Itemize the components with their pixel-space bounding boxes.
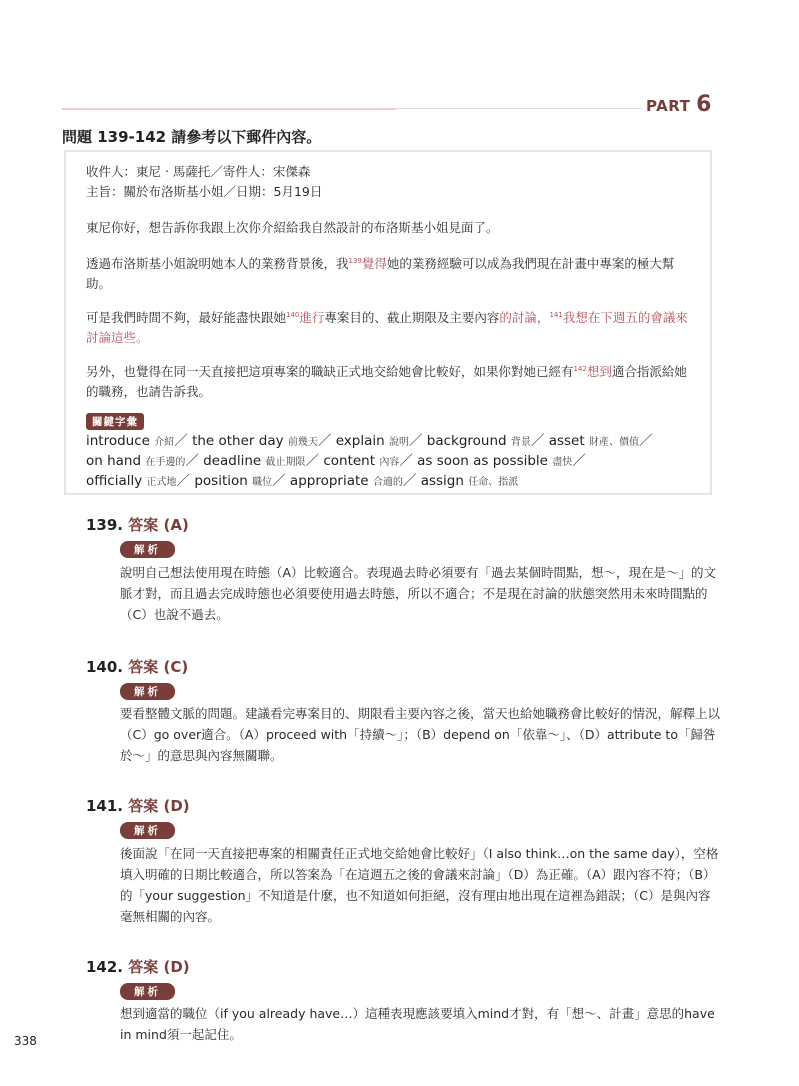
explanation-139: 說明自己想法使用現在時態（A）比較適合。表現過去時必須要有「過去某個時間點，想～，現在是～」的文脈才對，而且過去完成時態也必須要使用過去時態，所以不適合；不是現在討論的狀態突然用未來時間點的（C）也說不過去。	[120, 565, 717, 622]
vocab-item: appropriate 合適的／	[289, 473, 421, 489]
explanation-badge: 解析	[120, 541, 175, 558]
blank-142: 想到	[586, 364, 612, 379]
vocab-item: deadline 截止期限／	[203, 453, 324, 469]
vocab-zh: 任命、指派	[468, 477, 519, 488]
vocab-zh: 說明	[388, 437, 409, 448]
question-title: 問題 139-142 請參考以下郵件內容。	[62, 128, 322, 146]
part-number: 6	[696, 92, 712, 117]
vocab-zh: 正式地	[146, 477, 177, 488]
vocab-item: on hand 在手邊的／	[86, 453, 204, 469]
explanation-badge: 解析	[120, 822, 175, 839]
p2-text-b: 她的業務經驗可以成為我們現在計畫中專案的極大幫助。	[86, 256, 675, 291]
vocab-zh: 職位	[252, 477, 273, 488]
vocab-en: as soon as possible	[417, 453, 548, 469]
vocab-zh: 內容	[379, 457, 400, 468]
blank-number-139: 139	[348, 256, 362, 265]
vocab-item: background 背景／	[426, 433, 549, 449]
vocab-en: assign	[420, 473, 464, 489]
email-paragraph-1: 東尼你好，想告訴你我跟上次你介紹給我自然設計的布洛斯基小姐見面了。	[86, 220, 499, 235]
header-rule-right	[396, 108, 642, 109]
vocab-item: content 內容／	[323, 453, 418, 469]
vocab-en: officially	[86, 473, 143, 489]
vocab-en: asset	[548, 433, 585, 449]
header-rule-left	[62, 108, 396, 110]
email-header-line2: 主旨：關於布洛斯基小姐／日期：5月19日	[86, 184, 323, 199]
vocab-en: introduce	[86, 433, 150, 449]
answer-label: 答案	[128, 797, 159, 815]
answer-number: 139.	[86, 516, 124, 534]
answer-number: 142.	[86, 958, 124, 976]
answer-choice: (D)	[163, 958, 190, 976]
p3-red-discussion: 的討論，	[499, 310, 550, 325]
vocab-en: the other day	[192, 433, 284, 449]
answer-label: 答案	[128, 516, 159, 534]
page-number: 338	[14, 1034, 37, 1048]
vocab-en: content	[323, 453, 376, 469]
vocab-zh: 介紹	[154, 437, 175, 448]
vocab-badge: 關鍵字彙	[86, 413, 144, 430]
vocab-zh: 合適的	[372, 477, 403, 488]
explanation-badge: 解析	[120, 683, 175, 700]
blank-number-142: 142	[573, 364, 587, 373]
answer-139-heading	[86, 514, 189, 535]
p3-text-b: 專案目的、截止期限及主要內容	[324, 310, 500, 325]
p4-text-a: 另外，也覺得在同一天直接把這項專案的職缺正式地交給她會比較好，如果你對她已經有	[86, 364, 574, 379]
p2-text-a: 透過布洛斯基小姐說明她本人的業務背景後，我	[86, 256, 349, 271]
vocab-item: asset 財產、價值／	[548, 433, 653, 449]
email-paragraph-2	[86, 254, 696, 294]
vocab-item: introduce 介紹／	[86, 433, 193, 449]
answer-choice: (C)	[163, 658, 189, 676]
blank-number-140: 140	[286, 310, 300, 319]
part-label	[646, 92, 712, 117]
vocab-item: as soon as possible 盡快／	[417, 453, 586, 469]
vocab-item	[421, 473, 519, 489]
vocab-list	[86, 432, 696, 492]
answer-label: 答案	[128, 958, 159, 976]
explanation-140: 要看整體文脈的問題。建議看完專案目的、期限看主要內容之後，當天也給她職務會比較好的情況，解釋上以（C）go over適合。（A）proceed with「持續～」；（B）depend on「依靠～」、（D）attribute to「歸咎於～」的意思與內容無關聯。	[120, 706, 721, 763]
part-text: PART	[646, 97, 691, 115]
blank-141: 我想在下週五的會議來討論這些。	[86, 310, 688, 345]
vocab-item: the other day 前幾天／	[192, 433, 336, 449]
vocab-en: appropriate	[289, 473, 369, 489]
vocab-zh: 背景	[510, 437, 531, 448]
vocab-item: position 職位／	[194, 473, 290, 489]
answer-label: 答案	[128, 658, 159, 676]
answer-number: 141.	[86, 797, 124, 815]
vocab-zh: 財產、價值	[588, 437, 639, 448]
answer-140-heading	[86, 656, 188, 677]
explanation-141: 後面說「在同一天直接把專案的相關責任正式地交給她會比較好」（I also think…on the same day），空格填入明確的日期比較適合，所以答案為「在這週五之後的會議來討論」（D）為正確。（A）跟內容不符；（B）的「your suggestion」不知道是什麼，也不知道如何拒絕，沒有理由地出現在這裡為錯誤；（C）是與內容毫無相關的內容。	[120, 846, 719, 924]
email-header-line1: 收件人：東尼 ‧ 馬薩托／寄件人：宋傑森	[86, 164, 311, 179]
vocab-zh: 盡快	[552, 457, 573, 468]
vocab-en: deadline	[203, 453, 262, 469]
email-paragraph-3	[86, 308, 696, 348]
vocab-zh: 截止期限	[265, 457, 306, 468]
p4-text-b: 適合指派給她的職務，也請告訴我。	[86, 364, 687, 399]
answer-142-heading	[86, 956, 190, 977]
vocab-item: officially 正式地／	[86, 473, 195, 489]
vocab-en: explain	[335, 433, 385, 449]
blank-139: 覺得	[361, 256, 387, 271]
blank-number-141: 141	[549, 310, 563, 319]
answer-number: 140.	[86, 658, 124, 676]
answer-141-heading	[86, 795, 190, 816]
vocab-item: explain 說明／	[335, 433, 427, 449]
vocab-en: position	[194, 473, 248, 489]
email-paragraph-4	[86, 362, 696, 402]
vocab-en: on hand	[86, 453, 142, 469]
vocab-en: background	[426, 433, 507, 449]
p3-text-a: 可是我們時間不夠，最好能盡快跟她	[86, 310, 287, 325]
vocab-zh: 前幾天	[287, 437, 318, 448]
email-box	[64, 150, 712, 495]
answer-choice: (D)	[163, 797, 190, 815]
explanation-142: 想到適當的職位（if you already have…）這種表現應該要填入mind才對，有「想～、計畫」意思的have in mind須一起記住。	[120, 1006, 715, 1042]
answer-choice: (A)	[163, 516, 189, 534]
explanation-badge: 解析	[120, 983, 175, 1000]
blank-140: 進行	[299, 310, 325, 325]
vocab-zh: 在手邊的	[145, 457, 186, 468]
